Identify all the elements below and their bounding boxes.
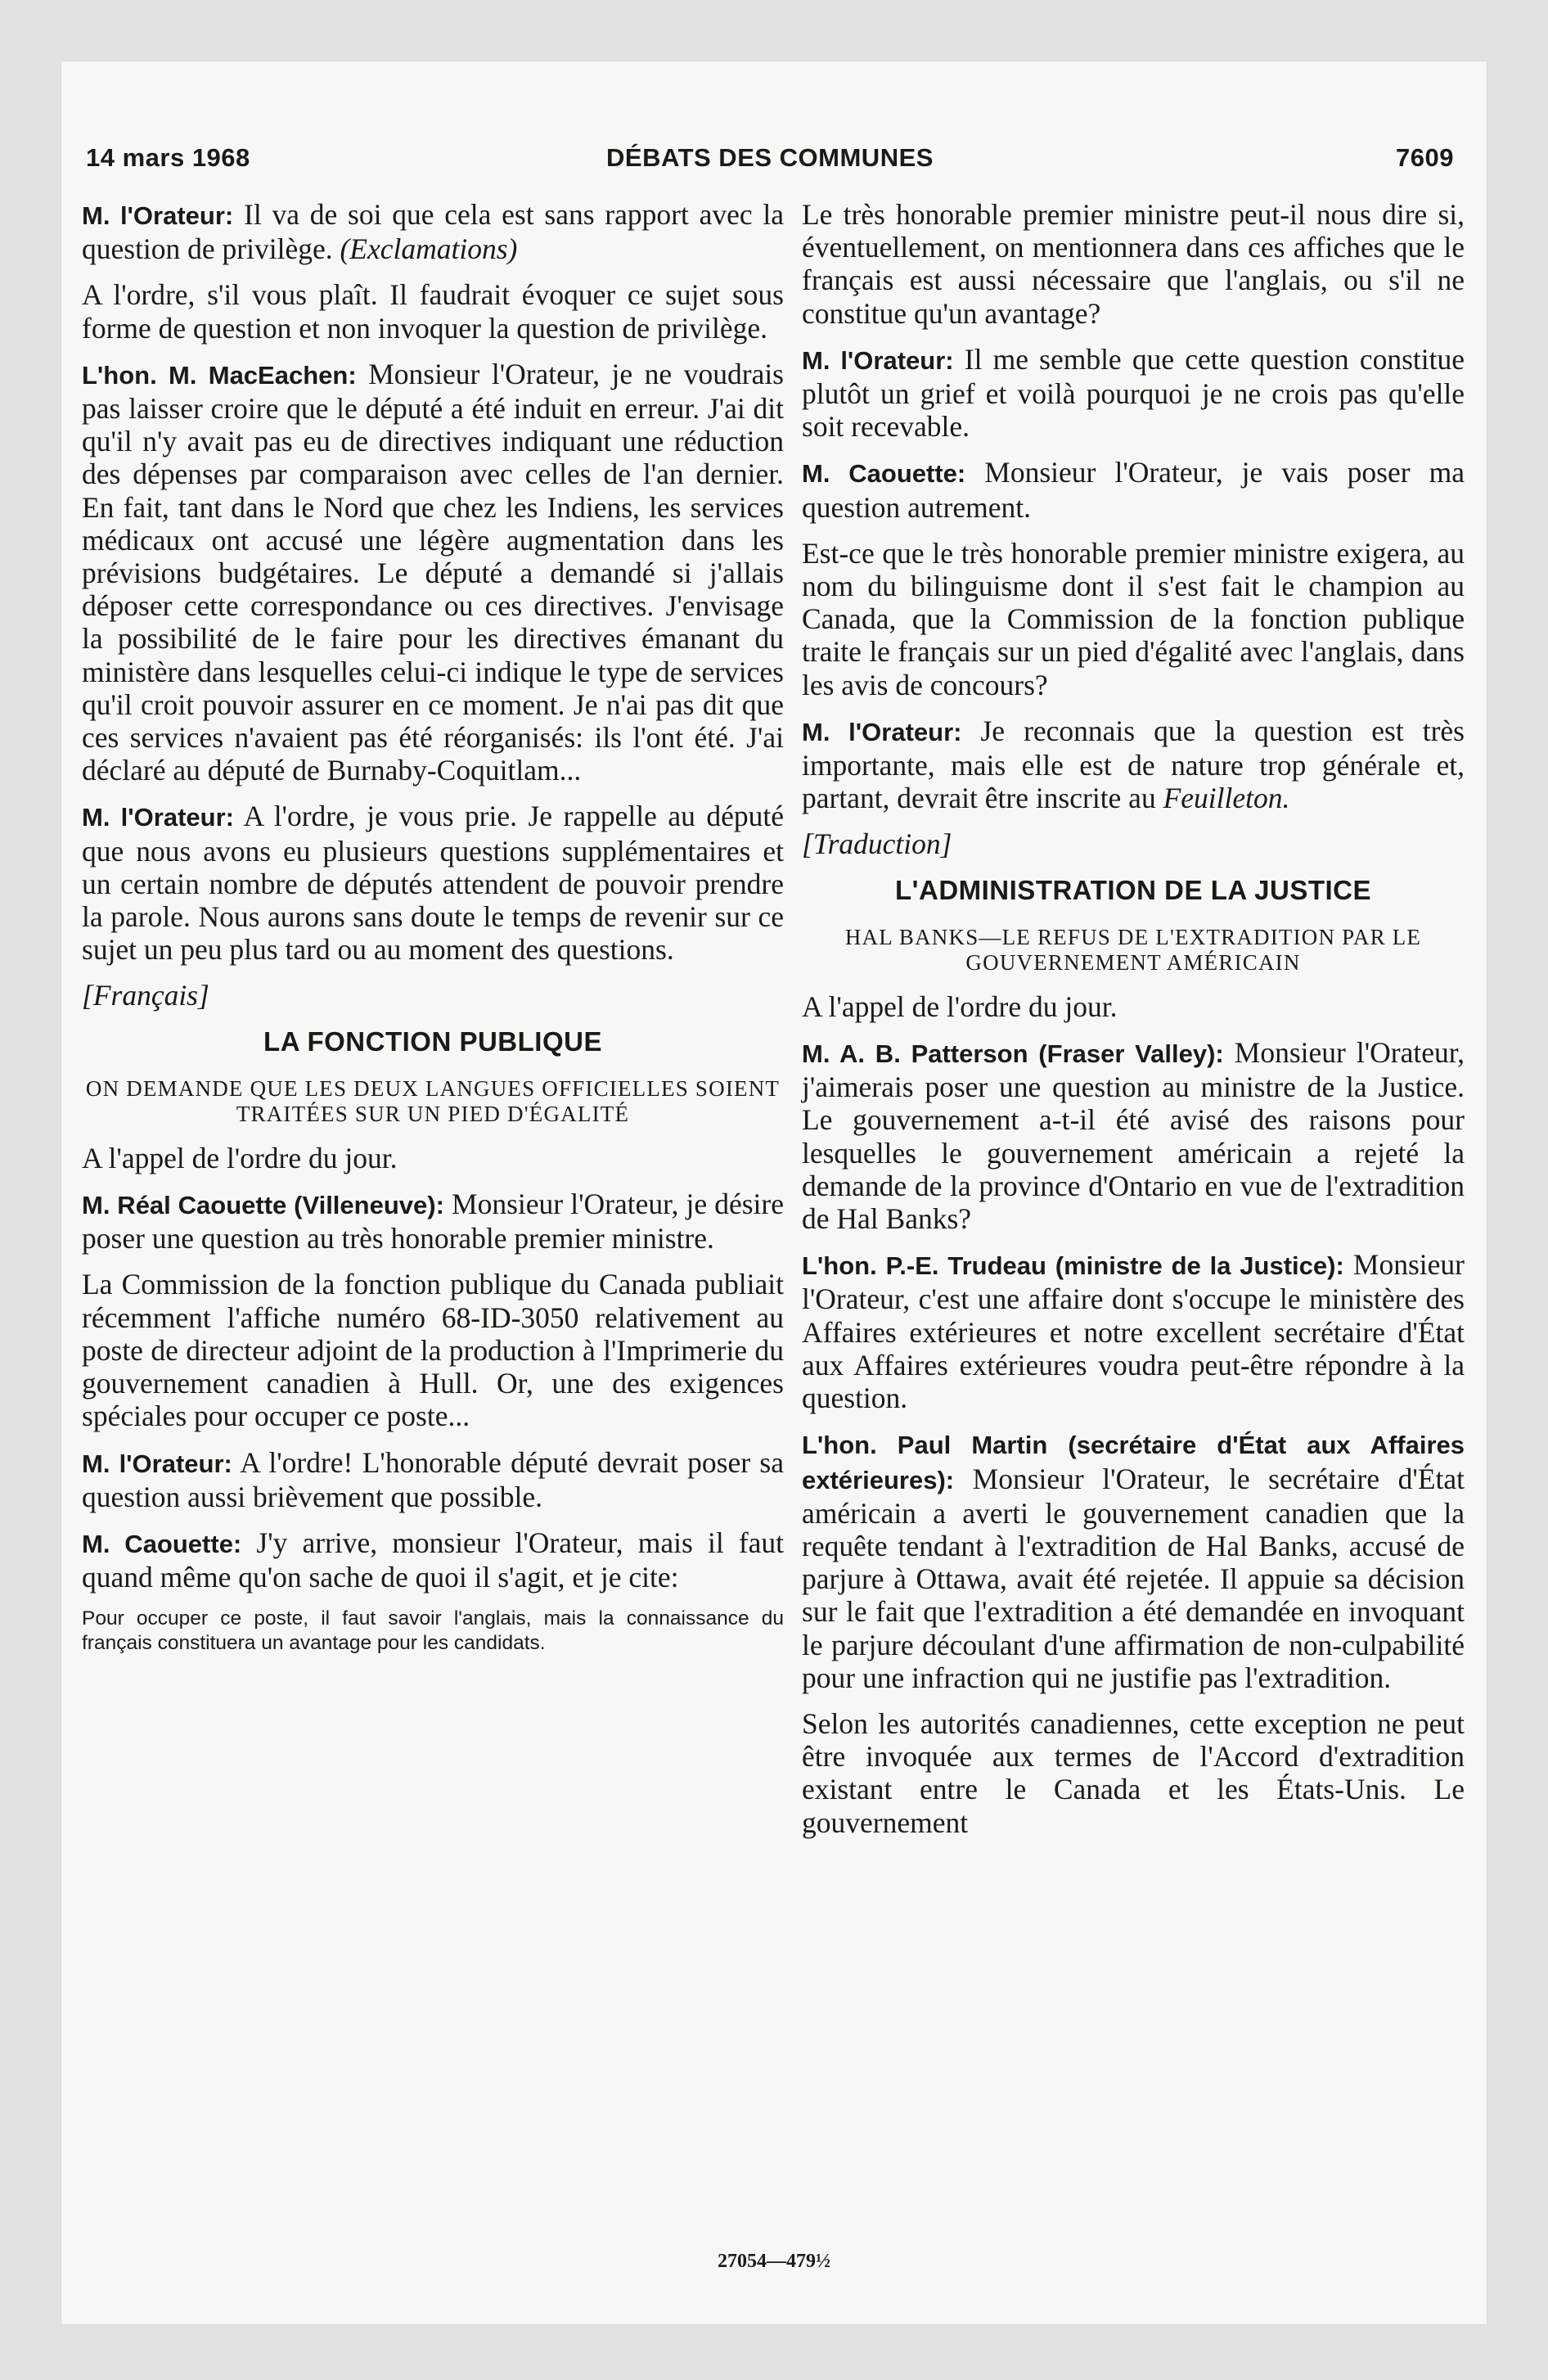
speech-text: Monsieur l'Orateur, je ne voudrais pas laisser croire que le député a été induit en erreur. J'ai dit qu'il n'y avait pas eu de directives indiquant une réduction des dépenses par comparaison avec celles de l'an dernier. En fait, tant dans le Nord que chez les Indiens, les services médicaux ont accusé une légère augmentation dans les prévisions budgétaires. Le député a demandé si j'allais déposer cette correspondance ou ces directives. J'envisage la possibilité de le faire pour les directives émanant du ministère dans lesquelles celui-ci indique le type de services qu'il croit pouvoir assurer en ce moment. Je n'ai pas dit que ces services n'avaient pas été réorganisés: ils l'ont été. J'ai déclaré au député de Burnaby-Coquitlam... bbox=[82, 357, 784, 787]
paragraph: A l'appel de l'ordre du jour. bbox=[802, 989, 1118, 1023]
speech-text: Monsieur l'Orateur, j'aimerais poser une question au ministre de la Justice. Le gouvernement a-t-il été avisé des raisons pour lesquelles le gouvernement américain a rejeté la demande de la province d'Ontario en vue de l'extradition de Hal Banks? bbox=[802, 1036, 1465, 1236]
paragraph: Est-ce que le très honorable premier ministre exigera, au nom du bilinguisme dont il s'est fait le champion au Canada, que la Commission de la fonction publique traite le français sur un pied d'égalité avec l'anglais, dans les avis de concours? bbox=[802, 536, 1465, 701]
speaker-name: L'hon. M. MacEachen: bbox=[82, 360, 357, 390]
speaker-name: M. A. B. Patterson (Fraser Valley): bbox=[802, 1039, 1224, 1069]
speaker-name: M. l'Orateur: bbox=[82, 803, 234, 832]
stage-direction: (Exclamations) bbox=[340, 232, 518, 266]
paragraph: Selon les autorités canadiennes, cette exception ne peut être invoquée aux termes de l'Accord d'extradition existant entre le Canada et les États-Unis. Le gouvernement bbox=[802, 1706, 1465, 1839]
section-title: LA FONCTION PUBLIQUE bbox=[263, 1025, 602, 1057]
page-header bbox=[86, 143, 1454, 184]
paragraph: A l'appel de l'ordre du jour. bbox=[82, 1141, 398, 1174]
speaker-name: M. l'Orateur: bbox=[802, 345, 954, 375]
feuilleton-ref: Feuilleton. bbox=[1163, 782, 1290, 815]
header-page-number: 7609 bbox=[1396, 143, 1454, 172]
speech-text: Monsieur l'Orateur, je vais poser ma question autrement. bbox=[802, 456, 1465, 524]
paragraph bbox=[802, 1036, 1465, 1235]
paragraph bbox=[802, 343, 1465, 444]
header-date: 14 mars 1968 bbox=[86, 143, 250, 172]
scanned-page bbox=[61, 61, 1487, 2324]
speaker-name: M. Caouette: bbox=[82, 1529, 242, 1558]
paragraph bbox=[802, 1427, 1465, 1694]
speaker-name: M. l'Orateur: bbox=[82, 201, 234, 230]
left-column bbox=[82, 198, 784, 1669]
paragraph bbox=[82, 800, 784, 966]
paragraph bbox=[82, 358, 784, 787]
paragraph bbox=[82, 1188, 784, 1255]
speaker-name: M. Réal Caouette (Villeneuve): bbox=[82, 1191, 444, 1220]
speech-text: A l'ordre, je vous prie. Je rappelle au député que nous avons eu plusieurs questions supplémentaires et un certain nombre de députés attendent de pouvoir prendre la parole. Nous aurons sans doute le temps de revenir sur ce sujet un peu plus tard ou au moment des questions. bbox=[82, 800, 784, 967]
quoted-text: Pour occuper ce poste, il faut savoir l'anglais, mais la connaissance du français constituera un avantage pour les candidats. bbox=[82, 1607, 784, 1655]
speaker-name: M. Caouette: bbox=[802, 459, 966, 489]
speech-text: Monsieur l'Orateur, c'est une affaire dont s'occupe le ministère des Affaires extérieures et notre excellent secrétaire d'État aux Affaires extérieures voudra peut-être répondre à la question. bbox=[802, 1248, 1465, 1415]
speech-text: A l'ordre! L'honorable député devrait poser sa question aussi brièvement que possible. bbox=[82, 1445, 784, 1513]
speech-text: Je reconnais que la question est très importante, mais elle est de nature trop générale et, partant, devrait être inscrite au bbox=[802, 714, 1465, 815]
paragraph: La Commission de la fonction publique du Canada publiait récemment l'affiche numéro 68-ID-3050 relativement au poste de directeur adjoint de la production à l'Imprimerie du gouvernement canadien à Hull. Or, une des exigences spéciales pour occuper ce poste... bbox=[82, 1268, 784, 1433]
footer-printer-code: 27054—479½ bbox=[718, 2251, 830, 2272]
paragraph bbox=[802, 1248, 1465, 1414]
language-note: [Traduction] bbox=[802, 827, 952, 861]
paragraph: A l'ordre, s'il vous plaît. Il faudrait évoquer ce sujet sous forme de question et non invoquer la question de privilège. bbox=[82, 278, 784, 345]
speech-text: Monsieur l'Orateur, le secrétaire d'État américain a averti le gouvernement canadien que la requête tendant à l'extradition de Hal Banks, accusé de parjure à Ottawa, avait été rejetée. Il appuie sa décision sur le fait que l'extradition a été demandée en invoquant le parjure découlant d'une affirmation de non-culpabilité pour une infraction qui ne justifie pas l'extradition. bbox=[802, 1462, 1465, 1694]
paragraph bbox=[802, 714, 1465, 815]
speaker-name: M. l'Orateur: bbox=[82, 1449, 232, 1478]
paragraph bbox=[802, 456, 1465, 523]
section-subhead: ON DEMANDE QUE LES DEUX LANGUES OFFICIELLES SOIENT TRAITÉES SUR UN PIED D'ÉGALITÉ bbox=[85, 1075, 781, 1126]
speech-text: Monsieur l'Orateur, je désire poser une question au très honorable premier ministre. bbox=[82, 1188, 784, 1255]
speech-text: Il va de soi que cela est sans rapport avec la question de privilège. bbox=[82, 198, 784, 266]
header-title: DÉBATS DES COMMUNES bbox=[606, 143, 934, 172]
paragraph bbox=[82, 198, 784, 265]
speech-text: J'y arrive, monsieur l'Orateur, mais il faut quand même qu'on sache de quoi il s'agit, et je cite: bbox=[82, 1526, 785, 1594]
right-column bbox=[802, 198, 1465, 1852]
speaker-name: L'hon. P.-E. Trudeau (ministre de la Justice): bbox=[802, 1251, 1344, 1281]
section-subhead: HAL BANKS—LE REFUS DE L'EXTRADITION PAR LE GOUVERNEMENT AMÉRICAIN bbox=[844, 924, 1422, 975]
language-note: [Français] bbox=[82, 979, 209, 1012]
paragraph bbox=[82, 1526, 784, 1593]
speaker-name: M. l'Orateur: bbox=[802, 717, 962, 746]
speech-text: Il me semble que cette question constitue plutôt un grief et voilà pourquoi je ne crois pas qu'elle soit recevable. bbox=[802, 342, 1465, 444]
speaker-name: L'hon. Paul Martin (secrétaire d'État aux Affaires extérieures): bbox=[802, 1431, 1465, 1494]
section-title: L'ADMINISTRATION DE LA JUSTICE bbox=[894, 874, 1371, 905]
paragraph: Le très honorable premier ministre peut-il nous dire si, éventuellement, on mentionnera dans ces affiches que le français est aussi nécessaire que l'anglais, ou s'il ne constitue qu'un avantage? bbox=[802, 198, 1465, 330]
paragraph bbox=[82, 1446, 784, 1513]
